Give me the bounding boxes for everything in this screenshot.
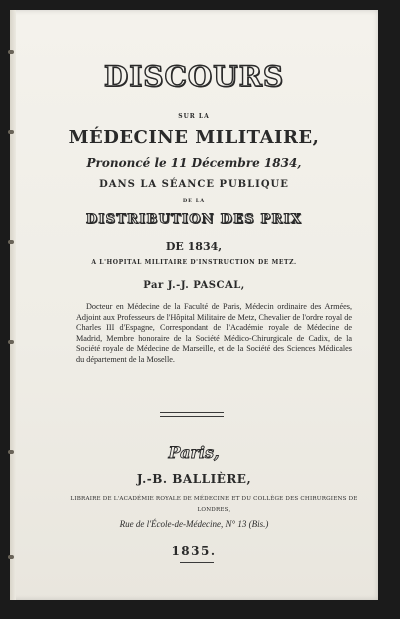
de-la-line: DE LA (182, 198, 206, 204)
imprint-bookseller: LIBRAIRE DE L'ACADÉMIE ROYALE DE MÉDECINE ET DU COLLÈGE DES CHIRURGIENS DE LONDRES, (70, 496, 358, 513)
session-line: DANS LA SÉANCE PUBLIQUE (99, 179, 289, 190)
author-line: Par J.-J. PASCAL, (143, 280, 245, 291)
title-main: DISCOURS (103, 60, 285, 93)
title-subject: MÉDECINE MILITAIRE, (68, 127, 320, 148)
title-sur-la: SUR LA (178, 113, 210, 120)
divider-rule (160, 412, 224, 417)
stitch-mark (8, 50, 14, 54)
hospital-line: A L'HOPITAL MILITAIRE D'INSTRUCTION DE METZ. (91, 259, 297, 266)
year-line: DE 1834, (165, 240, 223, 253)
imprint-address: Rue de l'École-de-Médecine, N° 13 (Bis.) (119, 519, 269, 529)
pronounced-date: Prononcé le 11 Décembre 1834, (86, 156, 302, 170)
imprint-city: Paris, (168, 443, 220, 462)
distribution-title: DISTRIBUTION DES PRIX (85, 212, 303, 227)
binding-edge (10, 10, 16, 600)
author-credentials: Docteur en Médecine de la Faculté de Paris, Médecin ordinaire des Armées, Adjoint aux Professeurs de l'Hôpital Militaire de Metz, Chevalier de l'ordre royal de Charles III d'Espagne, Correspondant de l'Académie royale de Médecine de Madrid, Membre honoraire de la Société Médico-Chirurgicale de Cadix, de la Société royale de Médecine de Marseille, et de la Société des Sciences Médicales du département de la Moselle. (76, 302, 352, 364)
stitch-mark (8, 340, 14, 344)
imprint-publisher: J.-B. BALLIÈRE, (136, 472, 252, 486)
year-underline (180, 562, 214, 563)
imprint-year: 1835. (171, 544, 217, 558)
title-page (10, 10, 378, 600)
